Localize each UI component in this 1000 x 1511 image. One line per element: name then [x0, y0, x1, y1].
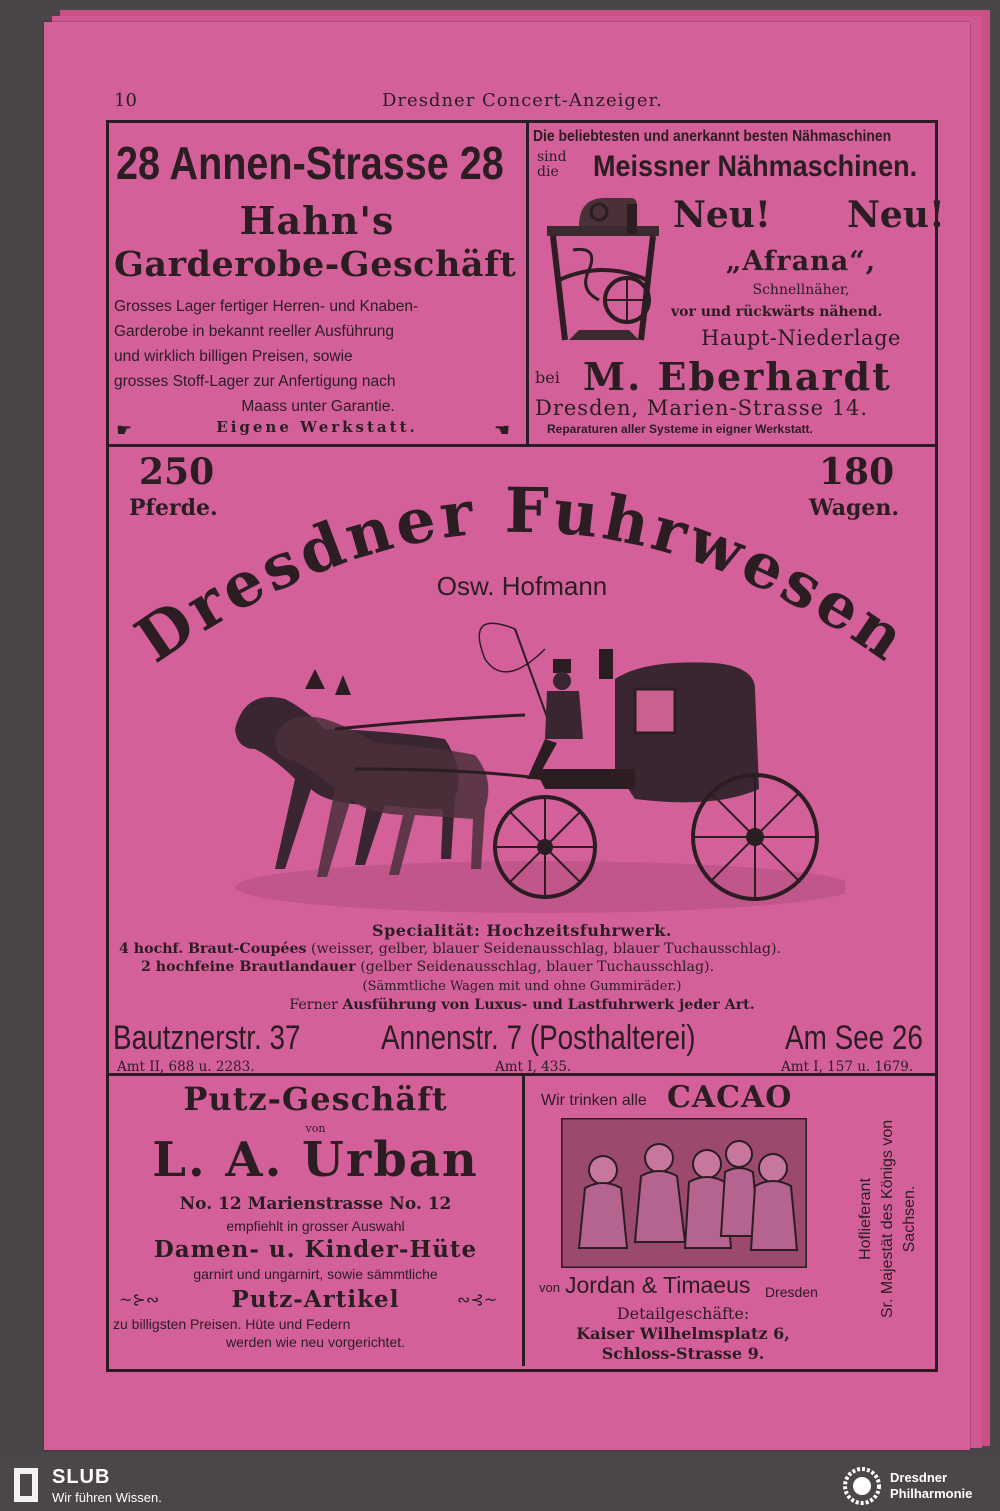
cacao-purveyor-2: Sr. Majestät des Königs von	[879, 1119, 896, 1319]
eberhardt-desc-1: Schnellnäher,	[752, 282, 850, 298]
cacao-slogan-small: Wir trinken alle	[541, 1092, 647, 1109]
eberhardt-bei: bei	[535, 368, 560, 387]
cacao-city: Dresden	[765, 1284, 818, 1300]
fuhrwesen-line-3: (Sämmtliche Wagen mit und ohne Gummiräder.)	[362, 979, 682, 994]
fuhrwesen-line-2-bold: 2 hochfeine Brautlandauer	[141, 959, 356, 975]
fuhrwesen-location-3-address: Am See 26	[785, 1019, 923, 1057]
urban-recommends: empfiehlt in grosser Auswahl	[226, 1218, 405, 1234]
eberhardt-model: „Afrana“,	[725, 246, 877, 277]
ad-fuhrwesen	[109, 447, 935, 1073]
fuhrwesen-specialty: Specialität: Hochzeitsfuhrwerk.	[372, 921, 672, 940]
eberhardt-repairs: Reparaturen aller Systeme in eigner Werkstatt.	[547, 422, 813, 436]
fuhrwesen-line-4-a: Ferner	[289, 997, 338, 1013]
divider-top-vertical	[526, 123, 529, 444]
fuhrwesen-wagons-label: Wagen.	[809, 495, 900, 521]
hahn-body-line: Maass unter Garantie.	[241, 398, 395, 415]
cacao-maker: Jordan & Timaeus	[565, 1272, 751, 1298]
hahn-name: Hahn's	[239, 198, 395, 243]
eberhardt-depot: Haupt-Niederlage	[701, 326, 901, 350]
fuhrwesen-line-1-bold: 4 hochf. Braut-Coupées	[119, 941, 307, 957]
cacao-detail-label: Detailgeschäfte:	[616, 1304, 750, 1323]
cacao-purveyor-3: Sachsen.	[901, 1185, 918, 1253]
urban-line-b: werden wie neu vorgerichtet.	[226, 1334, 405, 1350]
hahn-address: 28 Annen-Strasse 28	[116, 137, 504, 189]
ad-eberhardt	[531, 126, 945, 442]
fuhrwesen-line-4-b: Ausführung von Luxus- und Lastfuhrwerk jeder Art.	[342, 997, 755, 1013]
arc-title-text: Dresdner Fuhrwesen	[122, 473, 922, 677]
cacao-purveyor	[855, 1084, 927, 1354]
urban-address: No. 12 Marienstrasse No. 12	[179, 1194, 452, 1214]
slub-logo-text: SLUB	[52, 1466, 111, 1488]
hahn-body-line: und wirklich billigen Preisen, sowie	[114, 348, 353, 365]
hahn-body-line: Grosses Lager fertiger Herren- und Knaben-	[114, 298, 419, 315]
fuhrwesen-owner: Osw. Hofmann	[436, 571, 608, 601]
philharmonie-logo-icon	[842, 1466, 882, 1506]
urban-trimmed: garnirt und ungarnirt, sowie sämmtliche	[193, 1266, 438, 1282]
sewing-machine-illustration	[539, 190, 667, 350]
eberhardt-merchant: M. Eberhardt	[583, 354, 892, 399]
fuhrwesen-location-1-phone: Amt II, 688 u. 2283.	[117, 1059, 255, 1075]
urban-name: L. A. Urban	[152, 1132, 479, 1188]
fuhrwesen-line-4	[109, 997, 935, 1013]
hahn-body	[114, 294, 522, 419]
hahn-body-line: grosses Stoff-Lager zur Anfertigung nach	[114, 373, 396, 390]
eberhardt-address: Dresden, Marien-Strasse 14.	[535, 396, 869, 420]
neu-left: Neu!	[673, 194, 771, 236]
fuhrwesen-line-1-rest: (weisser, gelber, blauer Seidenausschlag, blauer Tuchausschlag).	[310, 941, 781, 957]
cacao-shop-2: Schloss-Strasse 9.	[601, 1344, 765, 1363]
hahn-body-line: Garderobe in bekannt reeller Ausführung	[114, 323, 395, 340]
pointing-hand-right-icon: ☛	[494, 420, 511, 441]
fuhrwesen-wagons-count: 180	[819, 451, 895, 493]
fuhrwesen-location-1-address: Bautznerstr. 37	[113, 1019, 301, 1057]
philharmonie-name-2: Philharmonie	[890, 1486, 973, 1501]
fuhrwesen-location-2-phone: Amt I, 435.	[495, 1059, 572, 1075]
ad-urban	[109, 1076, 522, 1364]
urban-hats: Damen- u. Kinder-Hüte	[153, 1236, 478, 1263]
page-header-title: Dresdner Concert-Anzeiger.	[382, 90, 663, 111]
urban-von: von	[305, 1122, 326, 1135]
pointing-hand-left-icon: ☛	[116, 420, 133, 441]
ornament-left-icon: ~⊱∾	[119, 1290, 160, 1309]
urban-articles: Putz-Artikel	[231, 1286, 400, 1313]
ad-hahn	[112, 126, 522, 442]
sind-label: sind	[537, 149, 567, 165]
children-illustration	[561, 1118, 807, 1268]
fuhrwesen-location-2-address: Annenstr. 7 (Posthalterei)	[381, 1019, 696, 1057]
fuhrwesen-line-2-rest: (gelber Seidenausschlag, blauer Tuchausschlag).	[360, 959, 715, 975]
eberhardt-desc-2: vor und rückwärts nähend.	[671, 304, 883, 320]
die-label: die	[537, 164, 559, 180]
eberhardt-brand: Meissner Nähmaschinen.	[593, 150, 918, 183]
fuhrwesen-horses-count: 250	[139, 451, 215, 493]
cacao-shop-1: Kaiser Wilhelmsplatz 6,	[576, 1324, 790, 1343]
slub-tagline: Wir führen Wissen.	[52, 1490, 162, 1505]
slub-logo-icon-inner	[20, 1474, 32, 1496]
fuhrwesen-line-2	[141, 959, 714, 975]
cacao-purveyor-1: Hoflieferant	[857, 1178, 874, 1260]
hahn-workshop: Eigene Werkstatt.	[216, 418, 418, 436]
urban-title: Putz-Geschäft	[183, 1080, 448, 1118]
eberhardt-sind-die	[537, 150, 567, 180]
fuhrwesen-horses-label: Pferde.	[129, 495, 218, 521]
fuhrwesen-location-3-phone: Amt I, 157 u. 1679.	[781, 1059, 914, 1075]
carriage-illustration	[215, 619, 845, 919]
ornament-right-icon: ∾⊰~	[457, 1290, 498, 1309]
fuhrwesen-line-1	[119, 941, 781, 957]
ad-cacao	[525, 1076, 932, 1364]
cacao-von: von	[539, 1280, 560, 1295]
page-number: 10	[114, 90, 137, 111]
neu-right: Neu!	[847, 194, 945, 236]
newspaper-page	[44, 22, 970, 1450]
hahn-business: Garderobe-Geschäft	[114, 244, 517, 285]
viewer-footer	[0, 1460, 1000, 1511]
eberhardt-headline: Die beliebtesten und anerkannt besten Nähmaschinen	[533, 128, 892, 145]
cacao-slogan-big: CACAO	[667, 1080, 793, 1115]
philharmonie-name-1: Dresdner	[890, 1470, 948, 1485]
urban-line-a: zu billigsten Preisen. Hüte und Federn	[113, 1316, 351, 1332]
